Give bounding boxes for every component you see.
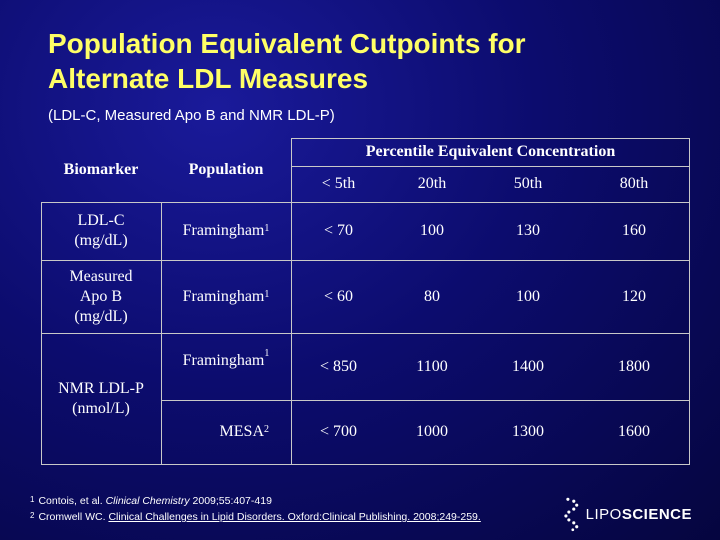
logo-text-bold: SCIENCE [621, 505, 692, 523]
table-border-bottom [41, 464, 690, 465]
value-cell: 130 [516, 222, 540, 239]
population-cell [161, 260, 291, 333]
dna-helix-icon [562, 496, 582, 532]
value-cell: 1300 [512, 423, 544, 440]
biomarker-apo-b [41, 260, 161, 333]
value-cell: 1800 [618, 357, 650, 375]
footnote-text: Contois, et al. [38, 495, 106, 507]
biomarker-name: NMR LDL-P [58, 379, 144, 397]
title-line-2: Alternate LDL Measures [48, 63, 369, 94]
citation-marker: 2 [264, 424, 269, 435]
value-cell: < 850 [319, 357, 358, 375]
header-percentile-5th: < 5th [321, 175, 356, 192]
footnote-citation: 2009;55:407-419 [189, 495, 272, 507]
slide-title [48, 26, 688, 96]
header-percentile-group: Percentile Equivalent Concentration [365, 143, 616, 160]
population-name: MESA [219, 423, 264, 440]
population-name: Framingham [182, 287, 265, 305]
biomarker-unit: (mg/dL) [74, 307, 128, 325]
header-population: Population [188, 161, 264, 178]
value-cell: 1600 [618, 423, 650, 440]
value-cell: 80 [424, 287, 440, 305]
header-percentile-20th: 20th [417, 175, 447, 192]
logo-text-light: LIPO [585, 505, 622, 523]
header-percentile-80th: 80th [619, 175, 649, 192]
value-cell: < 700 [319, 423, 358, 440]
biomarker-name: Measured [69, 267, 133, 285]
value-cell: 160 [622, 222, 646, 239]
biomarker-name: Apo B [79, 287, 123, 305]
biomarker-unit: (mg/dL) [74, 232, 128, 249]
value-cell: 1000 [416, 423, 448, 440]
value-cell: 1400 [512, 357, 544, 375]
biomarker-nmr-ldl-p [41, 333, 161, 464]
population-cell [161, 333, 291, 400]
biomarker-name: LDL-C [77, 212, 125, 229]
footnote-text: Cromwell WC. [38, 511, 109, 523]
header-biomarker: Biomarker [63, 161, 139, 178]
citation-marker: 1 [264, 223, 270, 234]
footnote-2 [30, 511, 481, 523]
biomarker-ldl-c [41, 202, 161, 260]
footnote-journal: Clinical Chemistry [105, 495, 190, 507]
footnote-1 [30, 495, 272, 507]
logo-wordmark [586, 506, 692, 523]
slide-subtitle: (LDL-C, Measured Apo B and NMR LDL-P) [48, 107, 335, 124]
population-cell [161, 400, 291, 464]
value-cell: 1100 [416, 357, 448, 375]
value-cell: < 70 [323, 222, 354, 239]
value-cell: 100 [420, 222, 444, 239]
value-cell: 100 [516, 287, 540, 305]
population-name: Framingham [182, 222, 265, 239]
population-cell [161, 202, 291, 260]
footnote-number: 2 [30, 511, 35, 520]
citation-marker: 1 [264, 348, 270, 359]
value-cell: 120 [622, 287, 646, 305]
value-cell: < 60 [323, 287, 354, 305]
biomarker-unit: (nmol/L) [72, 399, 130, 417]
footnote-number: 1 [30, 495, 35, 504]
header-percentile-50th: 50th [513, 175, 543, 192]
title-line-1: Population Equivalent Cutpoints for [48, 28, 526, 59]
cutpoints-table [41, 138, 690, 465]
citation-marker: 1 [264, 288, 270, 300]
liposcience-logo [562, 496, 692, 532]
population-name: Framingham [182, 352, 265, 369]
footnote-book-title: Clinical Challenges in Lipid Disorders. Oxford:Clinical Publishing. 2008;249-259. [108, 511, 481, 523]
